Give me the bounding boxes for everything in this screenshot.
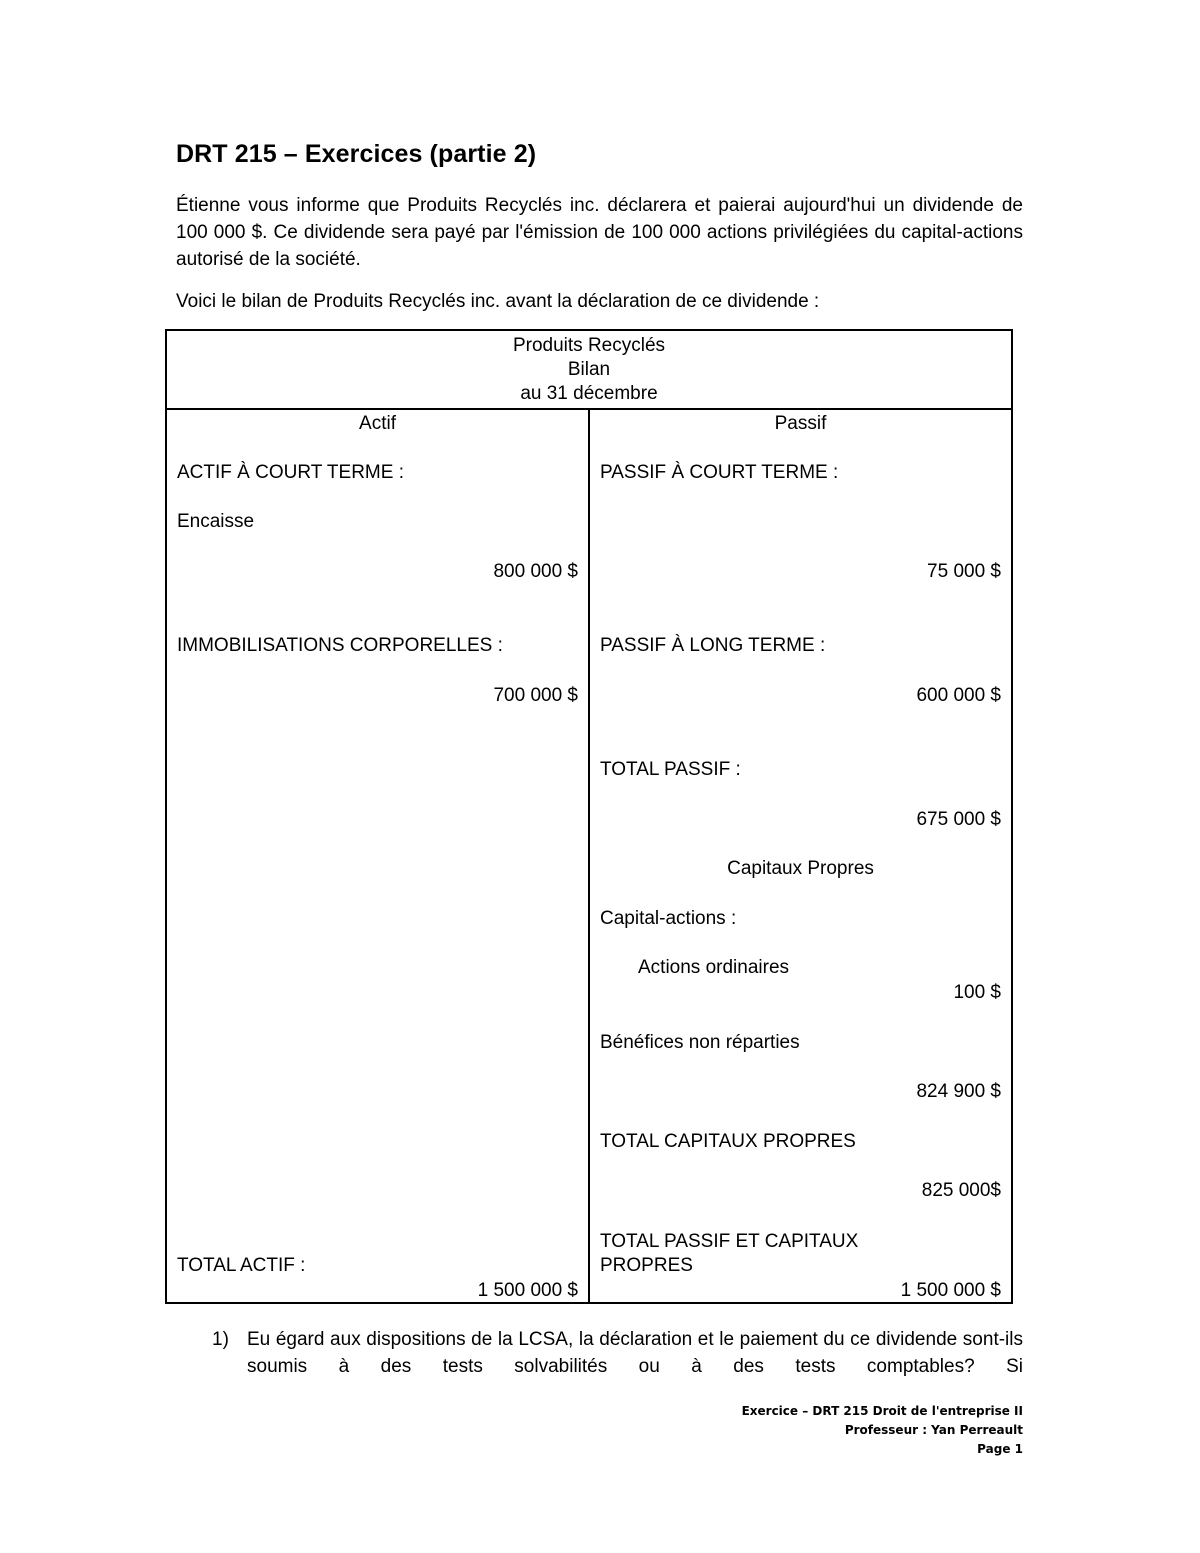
intro-paragraph: Étienne vous informe que Produits Recyclés inc. déclarera et paierai aujourd'hui un dividende de 100 000 $. Ce dividende sera payé par l'émission de 100 000 actions privilégiées du capital-actions autorisé de la société. xyxy=(176,195,1023,270)
question-text: Eu égard aux dispositions de la LCSA, la déclaration et le paiement du ce dividende sont-ils soumis à des tests solvabilités ou à des tests comptables? Si xyxy=(247,1329,1023,1377)
footer-course: Exercice – DRT 215 Droit de l'entreprise II xyxy=(741,1404,1023,1418)
total-general-label-line1: TOTAL PASSIF ET CAPITAUX xyxy=(600,1231,859,1252)
encaisse-value: 800 000 $ xyxy=(493,561,578,582)
passif-long-terme-value: 600 000 $ xyxy=(916,685,1001,706)
total-passif-label: TOTAL PASSIF : xyxy=(600,759,741,780)
total-actif-label: TOTAL ACTIF : xyxy=(177,1255,306,1276)
footer-page-number: Page 1 xyxy=(977,1442,1023,1456)
balance-sheet-header xyxy=(166,330,1012,409)
passif-long-terme-label: PASSIF À LONG TERME : xyxy=(600,635,826,656)
sheet-title: Bilan xyxy=(567,359,611,380)
benefices-label: Bénéfices non réparties xyxy=(600,1032,800,1053)
lead-paragraph: Voici le bilan de Produits Recyclés inc. avant la déclaration de ce dividende : xyxy=(176,291,820,312)
question-list xyxy=(212,1326,1023,1380)
passif-heading: Passif xyxy=(774,413,827,434)
footer-professor: Professeur : Yan Perreault xyxy=(844,1423,1023,1437)
total-passif-value: 675 000 $ xyxy=(916,809,1001,830)
actions-ordinaires-value: 100 $ xyxy=(953,982,1001,1003)
immobilisations-label: IMMOBILISATIONS CORPORELLES : xyxy=(177,635,503,656)
actions-ordinaires-label: Actions ordinaires xyxy=(638,957,790,978)
encaisse-label: Encaisse xyxy=(177,511,255,532)
total-general-label-line2: PROPRES xyxy=(600,1255,693,1276)
capitaux-propres-heading: Capitaux Propres xyxy=(727,858,874,879)
total-general-value: 1 500 000 $ xyxy=(900,1280,1001,1301)
benefices-value: 824 900 $ xyxy=(916,1081,1001,1102)
total-actif-value: 1 500 000 $ xyxy=(477,1280,578,1301)
immobilisations-value: 700 000 $ xyxy=(493,685,578,706)
passif-column xyxy=(589,409,1012,1303)
balance-sheet-table xyxy=(165,329,1013,1304)
company-name: Produits Recyclés xyxy=(512,335,666,356)
question-number: 1) xyxy=(212,1329,229,1350)
page-title: DRT 215 – Exercices (partie 2) xyxy=(176,140,537,168)
passif-court-terme-value: 75 000 $ xyxy=(927,561,1001,582)
total-capitaux-value: 825 000$ xyxy=(921,1180,1001,1201)
actif-heading: Actif xyxy=(359,413,396,434)
actif-column xyxy=(166,409,589,1303)
actif-court-terme-label: ACTIF À COURT TERME : xyxy=(177,462,404,483)
passif-court-terme-label: PASSIF À COURT TERME : xyxy=(600,462,839,483)
total-capitaux-label: TOTAL CAPITAUX PROPRES xyxy=(600,1131,856,1152)
page-footer xyxy=(742,1402,1023,1459)
capital-actions-label: Capital-actions : xyxy=(600,908,737,929)
sheet-date: au 31 décembre xyxy=(520,383,658,404)
